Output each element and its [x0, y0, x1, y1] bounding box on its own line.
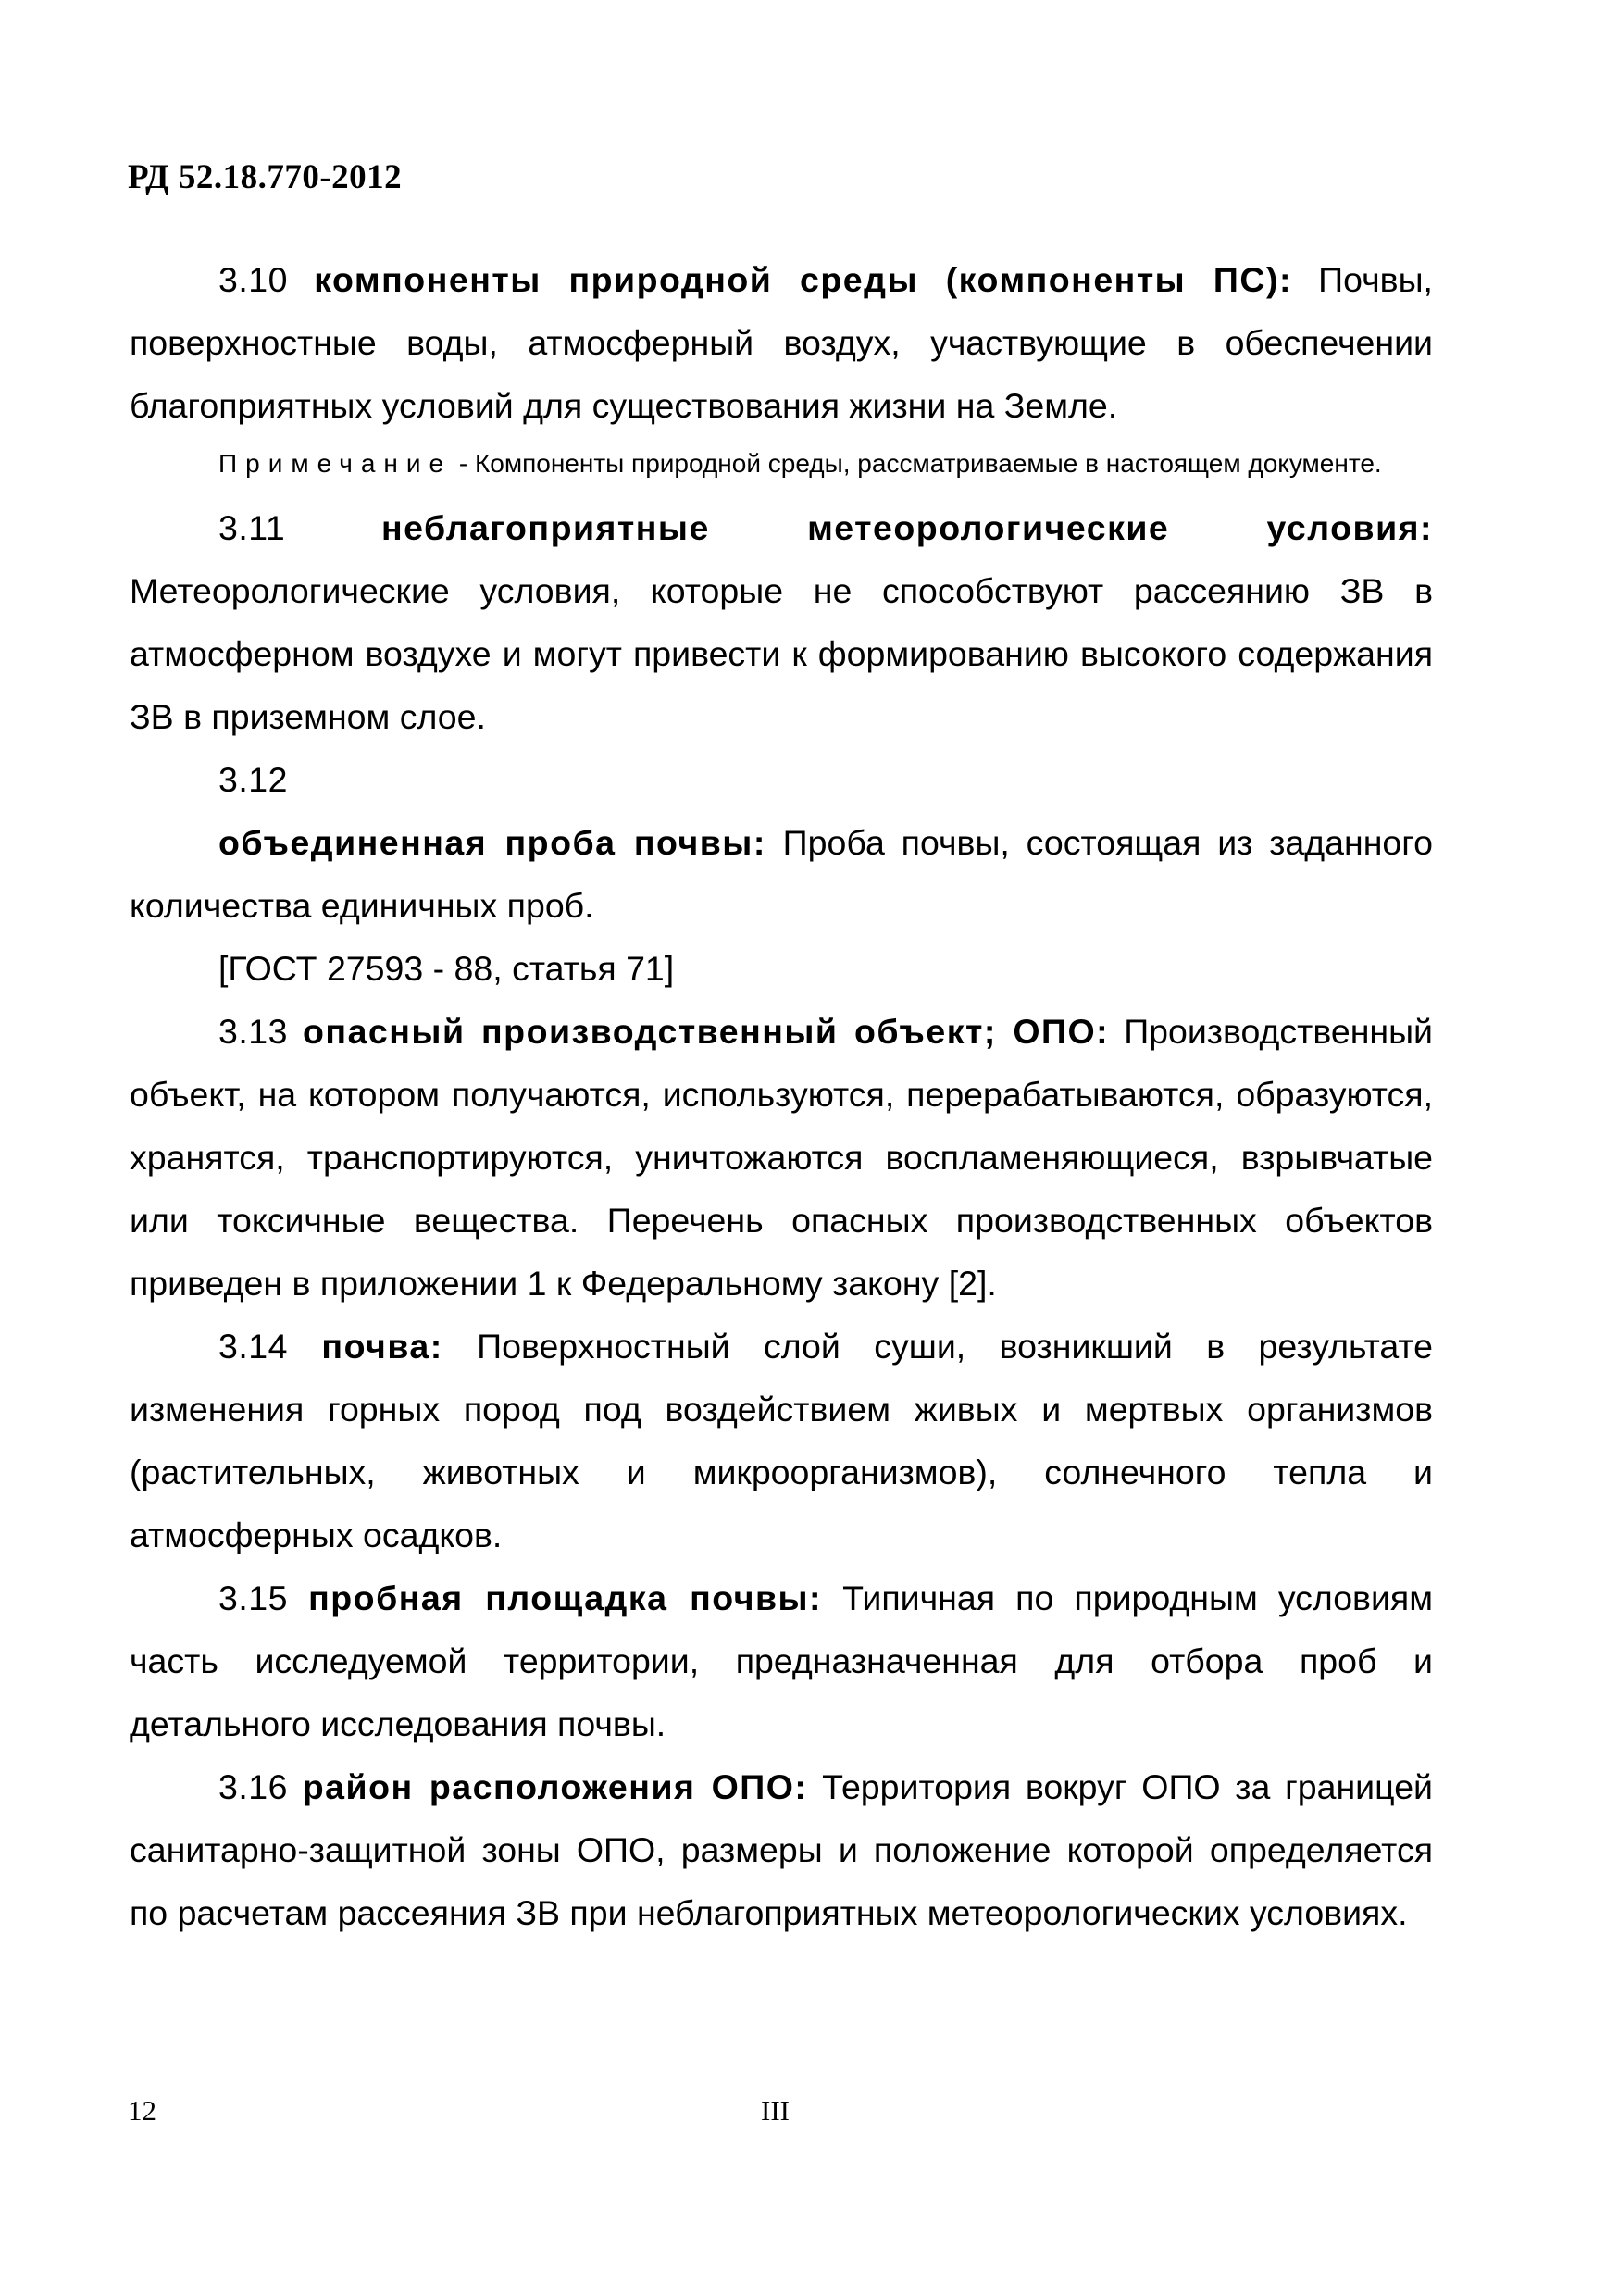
- document-code: РД 52.18.770-2012: [128, 158, 403, 196]
- document-body: [130, 248, 1433, 1944]
- note-label: Примечание: [218, 449, 453, 478]
- entry-3-16: [130, 1755, 1433, 1944]
- entry-definition: Почвы, поверхностные воды, атмосферный воздух, участвующие в обеспечении благоприятных условий для существования жизни на Земле.: [130, 260, 1433, 425]
- entry-3-11: [130, 496, 1433, 748]
- entry-term: опасный производственный объект; ОПО:: [303, 1012, 1110, 1051]
- entry-definition: Метеорологические условия, которые не способствуют рассеянию ЗВ в атмосферном воздухе и могут привести к формированию высокого содержания ЗВ в приземном слое.: [130, 571, 1433, 736]
- entry-3-12-reference: [130, 937, 1433, 1000]
- entry-definition: Территория вокруг ОПО за границей санитарно-защитной зоны ОПО, размеры и положение которой определяется по расчетам рассеяния ЗВ при неблагоприятных метеорологических условиях.: [130, 1767, 1433, 1932]
- entry-3-13: [130, 1000, 1433, 1315]
- entry-term: объединенная проба почвы:: [218, 823, 766, 862]
- entry-3-12: [130, 811, 1433, 937]
- note-3-10: [130, 441, 1433, 487]
- entry-number: 3.10: [218, 260, 288, 299]
- entry-3-14: [130, 1315, 1433, 1566]
- entry-term: район расположения ОПО:: [302, 1767, 808, 1806]
- entry-term: неблагоприятные метеорологические условия:: [380, 508, 1433, 547]
- entry-number: 3.11: [218, 508, 286, 547]
- entry-definition: Поверхностный слой суши, возникший в результате изменения горных пород под воздействием живых и мертвых организмов (растительных, животных и микроорганизмов), солнечного тепла и атмосферных осадков.: [130, 1327, 1434, 1554]
- footer-mark: III: [761, 2094, 790, 2127]
- entry-3-15: [130, 1566, 1433, 1755]
- note-text: - Компоненты природной среды, рассматриваемые в настоящем документе.: [458, 449, 1382, 478]
- entry-term: компоненты природной среды (компоненты ПС):: [314, 260, 1292, 299]
- entry-number: 3.12: [218, 760, 288, 799]
- entry-definition: Производственный объект, на котором получаются, используются, перерабатываются, образуются, хранятся, транспортируются, уничтожаются воспламеняющиеся, взрывчатые или токсичные вещества. Перечень опасных производственных объектов приведен в приложении 1 к Федеральному закону [2].: [130, 1012, 1434, 1303]
- entry-definition: Типичная по природным условиям часть исследуемой территории, предназначенная для отбора проб и детального исследования почвы.: [130, 1578, 1434, 1743]
- entry-term: пробная площадка почвы:: [308, 1578, 823, 1617]
- entry-3-12-number: [130, 748, 1433, 811]
- entry-definition: Проба почвы, состоящая из заданного количества единичных проб.: [130, 823, 1433, 925]
- entry-number: 3.13: [218, 1012, 288, 1051]
- page-number: 12: [128, 2094, 156, 2127]
- entry-3-10: [130, 248, 1433, 437]
- entry-number: 3.16: [218, 1767, 288, 1806]
- entry-number: 3.14: [218, 1327, 288, 1366]
- reference-text: [ГОСТ 27593 - 88, статья 71]: [218, 949, 675, 988]
- entry-number: 3.15: [218, 1578, 288, 1617]
- entry-term: почва:: [321, 1327, 443, 1366]
